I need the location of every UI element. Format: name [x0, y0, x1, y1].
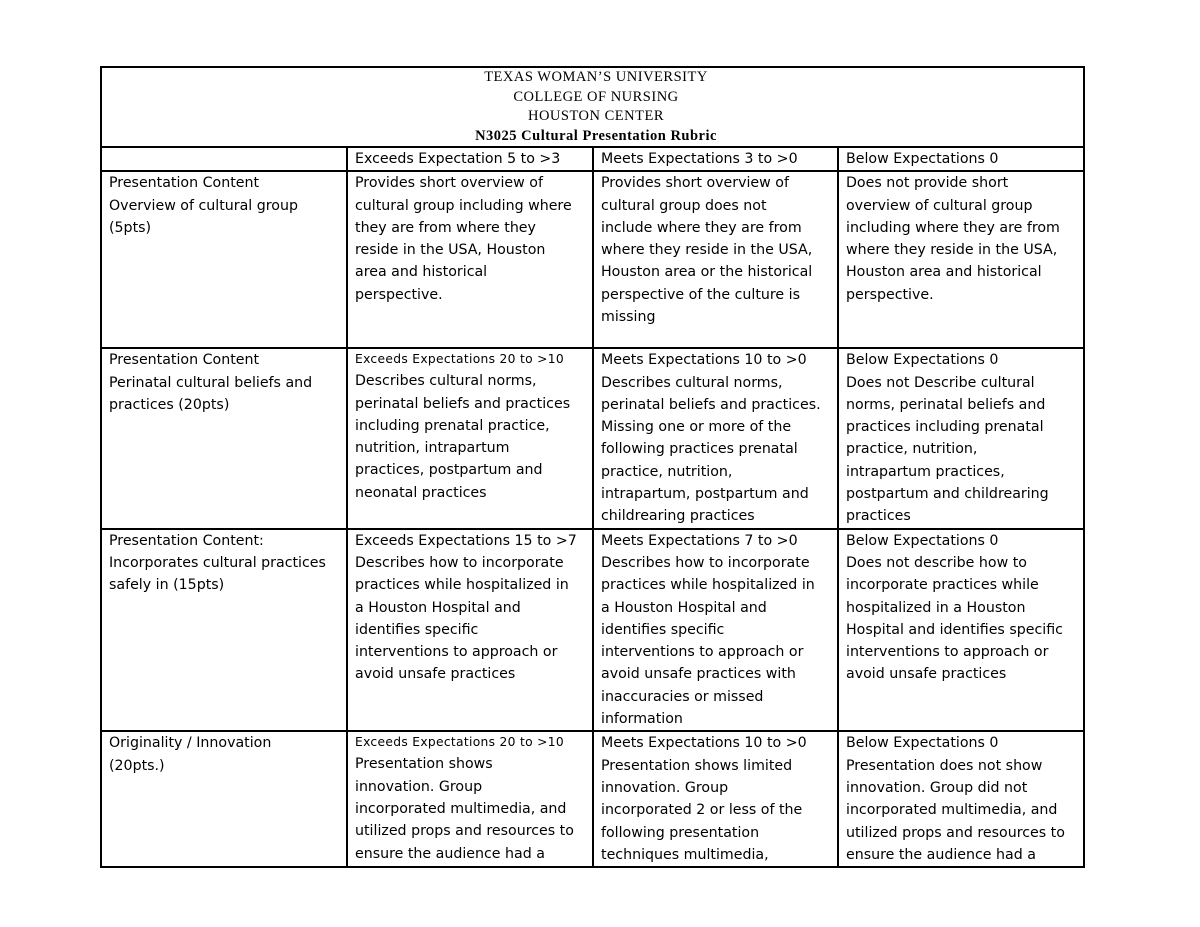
college-name: COLLEGE OF NURSING: [513, 88, 679, 105]
meets-cell: Provides short overview of cultural group does not include where they are from where they reside in the USA, Houston area or the historical perspective of the culture is missing: [593, 171, 838, 348]
exceeds-points-label: Exceeds Expectations 20 to >10: [355, 352, 565, 367]
below-column-header: Below Expectations 0: [838, 147, 1084, 171]
criterion-cell: Presentation Content Overview of cultural group (5pts): [101, 171, 347, 348]
university-name: TEXAS WOMAN’S UNIVERSITY: [484, 69, 708, 85]
criterion-cell: Originality / Innovation (20pts.): [101, 731, 347, 867]
below-cell: Does not provide short overview of cultural group including where they are from where they reside in the USA, Houston area and historical perspective.: [838, 171, 1084, 348]
rubric-title: N3025 Cultural Presentation Rubric: [475, 127, 717, 144]
rubric-header: [101, 67, 1084, 147]
criterion-cell: Presentation Content Perinatal cultural beliefs and practices (20pts): [101, 348, 347, 528]
exceeds-cell: Exceeds Expectations 20 to >10 Presentation shows innovation. Group incorporated multimedia, and utilized props and resources to ensure the audience had a: [347, 731, 593, 867]
below-cell: Below Expectations 0 Does not describe how to incorporate practices while hospitalized in a Houston Hospital and identifies specific interventions to approach or avoid unsafe practices: [838, 529, 1084, 732]
exceeds-points-label: Exceeds Expectations 20 to >10: [355, 735, 565, 750]
criterion-column-header: [101, 147, 347, 171]
meets-column-header: Meets Expectations 3 to >0: [593, 147, 838, 171]
rubric-row: [101, 529, 1084, 732]
exceeds-cell: Exceeds Expectations 20 to >10 Describes cultural norms, perinatal beliefs and practices including prenatal practice, nutrition, intrapartum practices, postpartum and neonatal practices: [347, 348, 593, 528]
rubric-row: [101, 731, 1084, 867]
rubric-header-row: [101, 67, 1084, 147]
column-header-row: [101, 147, 1084, 171]
meets-cell: Meets Expectations 10 to >0 Describes cultural norms, perinatal beliefs and practices. Missing one or more of the following practices prenatal practice, nutrition, intrapartum, postpartum and childrearing practices: [593, 348, 838, 528]
criterion-cell: Presentation Content: Incorporates cultural practices safely in (15pts): [101, 529, 347, 732]
rubric-row: [101, 171, 1084, 348]
exceeds-column-header: Exceeds Expectation 5 to >3: [347, 147, 593, 171]
exceeds-cell: Provides short overview of cultural group including where they are from where they reside in the USA, Houston area and historical perspective.: [347, 171, 593, 348]
exceeds-cell: Exceeds Expectations 15 to >7 Describes how to incorporate practices while hospitalized in a Houston Hospital and identifies specific interventions to approach or avoid unsafe practices: [347, 529, 593, 732]
meets-cell: Meets Expectations 10 to >0 Presentation shows limited innovation. Group incorporated 2 or less of the following presentation techniques multimedia,: [593, 731, 838, 867]
center-name: HOUSTON CENTER: [527, 108, 665, 124]
rubric-table: [100, 66, 1085, 868]
meets-cell: Meets Expectations 7 to >0 Describes how to incorporate practices while hospitalized in a Houston Hospital and identifies specific interventions to approach or avoid unsafe practices with inaccuracies or missed information: [593, 529, 838, 732]
below-cell: Below Expectations 0 Presentation does not show innovation. Group did not incorporated multimedia, and utilized props and resources to ensure the audience had a: [838, 731, 1084, 867]
rubric-row: [101, 348, 1084, 528]
below-cell: Below Expectations 0 Does not Describe cultural norms, perinatal beliefs and practices including prenatal practice, nutrition, intrapartum practices, postpartum and childrearing practices: [838, 348, 1084, 528]
